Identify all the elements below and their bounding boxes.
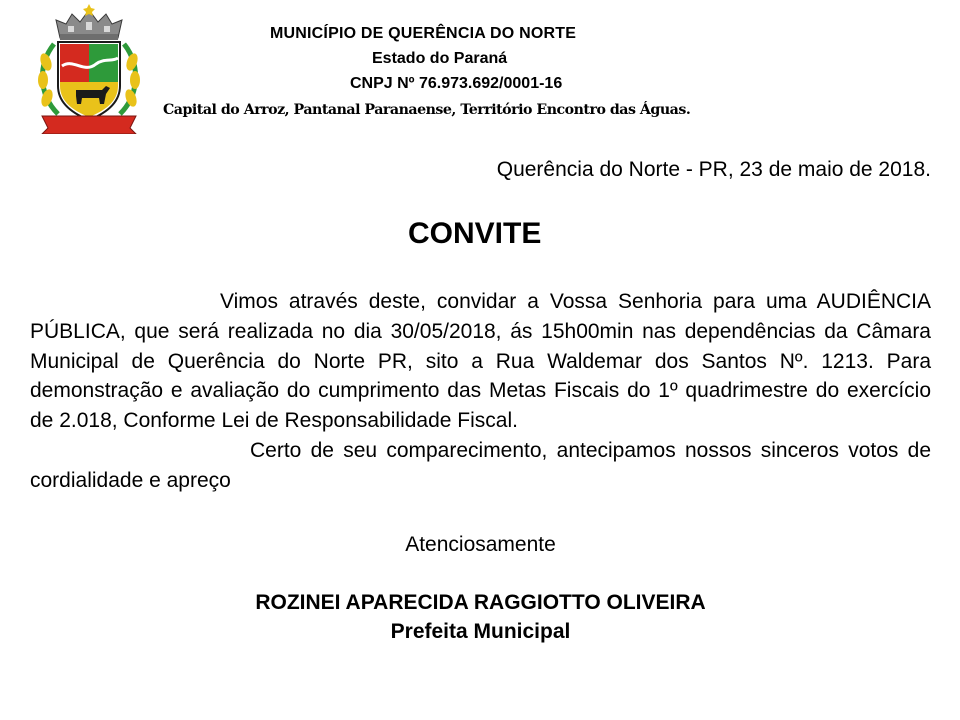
mural-crown-icon xyxy=(56,4,122,40)
coat-of-arms-icon xyxy=(32,4,146,134)
municipality-name: MUNICÍPIO DE QUERÊNCIA DO NORTE xyxy=(270,25,577,42)
document-title: CONVITE xyxy=(408,217,542,250)
signer-role: Prefeita Municipal xyxy=(390,620,571,643)
signer-name: ROZINEI APARECIDA RAGGIOTTO OLIVEIRA xyxy=(255,591,706,614)
letter-body xyxy=(30,287,931,496)
cnpj-number: CNPJ Nº 76.973.692/0001-16 xyxy=(350,75,563,92)
regards-paragraph: Certo de seu comparecimento, antecipamos nossos sinceros votos de cordialidade e apreço xyxy=(30,438,931,492)
municipality-motto: Capital do Arroz, Pantanal Paranaense, Território Encontro das Águas. xyxy=(163,102,691,118)
shield-icon xyxy=(58,42,120,120)
ribbon-banner-icon xyxy=(42,116,136,134)
state-name: Estado do Paraná xyxy=(372,50,508,67)
date-line: Querência do Norte - PR, 23 de maio de 2018. xyxy=(496,158,931,181)
closing-salutation: Atenciosamente xyxy=(405,533,556,556)
invitation-paragraph: Vimos através deste, convidar a Vossa Senhoria para uma AUDIÊNCIA PÚBLICA, que será realizada no dia 30/05/2018, ás 15h00min nas dependências da Câmara Municipal de Querência do Norte PR, sito a Rua Waldemar dos Santos Nº. 1213. Para demonstração e avaliação do cumprimento das Metas Fiscais do 1º quadrimestre do exercício de 2.018, Conforme Lei de Responsabilidade Fiscal. xyxy=(30,290,931,433)
